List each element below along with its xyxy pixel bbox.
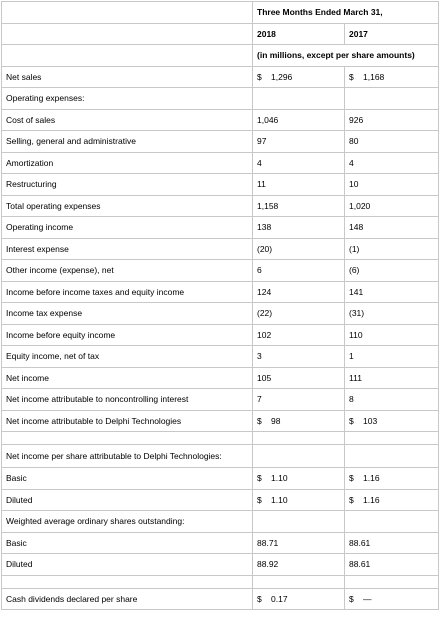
row-label: Net income attributable to noncontrolling interest — [2, 389, 253, 411]
value-2017: (1) — [349, 243, 360, 254]
income-statement-body — [2, 2, 439, 610]
value-2017-cell — [345, 511, 439, 533]
spacer-cell — [345, 432, 439, 445]
header-row-units — [2, 45, 439, 67]
value-2018-cell — [253, 217, 345, 239]
value-2017: 1.16 — [363, 494, 380, 505]
value-2018: 11 — [257, 179, 266, 190]
value-2018: 138 — [257, 222, 272, 233]
header-blank-cell — [2, 45, 253, 67]
value-2017: 1,020 — [349, 200, 371, 211]
currency-symbol: $ — [349, 415, 354, 426]
table-row — [2, 131, 439, 153]
value-2017-cell — [345, 389, 439, 411]
value-2018-cell — [253, 88, 345, 110]
value-2018-cell — [253, 195, 345, 217]
value-2017: 1,168 — [363, 71, 385, 82]
value-2018-cell — [253, 511, 345, 533]
value-2017: 111 — [349, 372, 362, 383]
value-2018: 6 — [257, 265, 262, 276]
table-row — [2, 109, 439, 131]
spacer-row — [2, 432, 439, 445]
row-label: Selling, general and administrative — [2, 131, 253, 153]
value-2017: 88.61 — [349, 559, 371, 570]
value-2017-cell — [345, 324, 439, 346]
value-2017-cell — [345, 131, 439, 153]
row-label: Cash dividends declared per share — [2, 588, 253, 610]
value-2017-cell — [345, 346, 439, 368]
table-row — [2, 468, 439, 490]
value-2018-cell — [253, 174, 345, 196]
value-2018-cell — [253, 260, 345, 282]
row-label: Other income (expense), net — [2, 260, 253, 282]
value-2018-cell — [253, 367, 345, 389]
currency-symbol: $ — [257, 473, 262, 484]
currency-symbol: $ — [257, 593, 262, 604]
value-2018: 4 — [257, 157, 262, 168]
value-2017-cell — [345, 445, 439, 468]
value-2017-cell — [345, 410, 439, 432]
table-row — [2, 445, 439, 468]
row-label: Restructuring — [2, 174, 253, 196]
table-row — [2, 66, 439, 88]
row-label: Cost of sales — [2, 109, 253, 131]
row-label: Basic — [2, 532, 253, 554]
value-2017: 80 — [349, 136, 359, 147]
spacer-cell — [253, 575, 345, 588]
value-2018: (20) — [257, 243, 273, 254]
value-2017: (31) — [349, 308, 365, 319]
value-2018: 88.92 — [257, 559, 279, 570]
value-2018-cell — [253, 468, 345, 490]
table-row — [2, 303, 439, 325]
value-2017: 141 — [349, 286, 364, 297]
value-2018: 1.10 — [271, 494, 288, 505]
value-2017-cell — [345, 260, 439, 282]
table-row — [2, 554, 439, 576]
table-row — [2, 174, 439, 196]
value-2018: 98 — [271, 415, 281, 426]
row-label: Diluted — [2, 554, 253, 576]
spacer-cell — [253, 432, 345, 445]
currency-symbol: $ — [349, 494, 354, 505]
value-2018-cell — [253, 324, 345, 346]
value-2018: 1.10 — [271, 473, 288, 484]
row-label: Net income per share attributable to Delphi Technologies: — [2, 445, 253, 468]
value-2018-cell — [253, 152, 345, 174]
value-2018: 1,046 — [257, 114, 279, 125]
row-label: Income before income taxes and equity income — [2, 281, 253, 303]
table-row — [2, 152, 439, 174]
row-label: Income before equity income — [2, 324, 253, 346]
row-label: Weighted average ordinary shares outstanding: — [2, 511, 253, 533]
value-2017: 926 — [349, 114, 364, 125]
row-label: Interest expense — [2, 238, 253, 260]
value-2017-cell — [345, 66, 439, 88]
value-2017-cell — [345, 195, 439, 217]
value-2018-cell — [253, 389, 345, 411]
value-2018-cell — [253, 489, 345, 511]
table-row — [2, 217, 439, 239]
value-2018: 1,158 — [257, 200, 279, 211]
value-2018: 124 — [257, 286, 272, 297]
value-2017-cell — [345, 238, 439, 260]
period-header: Three Months Ended March 31, — [253, 2, 439, 24]
value-2018-cell — [253, 281, 345, 303]
table-row — [2, 195, 439, 217]
table-row — [2, 88, 439, 110]
value-2017-cell — [345, 532, 439, 554]
row-label: Operating expenses: — [2, 88, 253, 110]
row-label: Amortization — [2, 152, 253, 174]
value-2018: 105 — [257, 372, 272, 383]
table-row — [2, 367, 439, 389]
table-row — [2, 511, 439, 533]
value-2017-cell — [345, 217, 439, 239]
value-2017: (6) — [349, 265, 360, 276]
value-2018: 1,296 — [271, 71, 293, 82]
value-2018-cell — [253, 588, 345, 610]
header-row-years — [2, 23, 439, 45]
value-2018: 3 — [257, 351, 262, 362]
value-2017-cell — [345, 588, 439, 610]
value-2018: 0.17 — [271, 593, 288, 604]
value-2017: 1.16 — [363, 473, 380, 484]
row-label: Basic — [2, 468, 253, 490]
currency-symbol: $ — [257, 415, 262, 426]
row-label: Net income attributable to Delphi Technologies — [2, 410, 253, 432]
row-label: Net sales — [2, 66, 253, 88]
value-2017-cell — [345, 88, 439, 110]
table-row — [2, 281, 439, 303]
row-label: Total operating expenses — [2, 195, 253, 217]
value-2018: 102 — [257, 329, 272, 340]
value-2017: — — [363, 593, 372, 604]
value-2017: 8 — [349, 394, 354, 405]
currency-symbol: $ — [349, 71, 354, 82]
value-2018: (22) — [257, 308, 273, 319]
table-row — [2, 489, 439, 511]
table-row — [2, 238, 439, 260]
table-row — [2, 532, 439, 554]
value-2018-cell — [253, 445, 345, 468]
table-row — [2, 410, 439, 432]
value-2017-cell — [345, 489, 439, 511]
value-2017-cell — [345, 281, 439, 303]
value-2018-cell — [253, 410, 345, 432]
value-2017-cell — [345, 303, 439, 325]
table-row — [2, 588, 439, 610]
spacer-cell — [2, 575, 253, 588]
value-2018-cell — [253, 532, 345, 554]
value-2018-cell — [253, 109, 345, 131]
value-2018-cell — [253, 238, 345, 260]
row-label: Equity income, net of tax — [2, 346, 253, 368]
header-row-period — [2, 2, 439, 24]
currency-symbol: $ — [257, 71, 262, 82]
row-label: Net income — [2, 367, 253, 389]
table-row — [2, 346, 439, 368]
value-2017: 1 — [349, 351, 354, 362]
spacer-cell — [2, 432, 253, 445]
table-row — [2, 324, 439, 346]
year-2017-header: 2017 — [345, 23, 439, 45]
units-header: (in millions, except per share amounts) — [253, 45, 439, 67]
currency-symbol: $ — [349, 593, 354, 604]
value-2017: 4 — [349, 157, 354, 168]
row-label: Diluted — [2, 489, 253, 511]
value-2018-cell — [253, 66, 345, 88]
value-2018: 88.71 — [257, 537, 279, 548]
income-statement-table — [1, 1, 439, 610]
value-2018-cell — [253, 554, 345, 576]
value-2017: 10 — [349, 179, 359, 190]
table-row — [2, 260, 439, 282]
value-2018: 7 — [257, 394, 262, 405]
header-blank-cell — [2, 2, 253, 24]
currency-symbol: $ — [349, 473, 354, 484]
value-2017-cell — [345, 367, 439, 389]
value-2017: 110 — [349, 329, 363, 340]
value-2017-cell — [345, 152, 439, 174]
header-blank-cell — [2, 23, 253, 45]
year-2018-header: 2018 — [253, 23, 345, 45]
currency-symbol: $ — [257, 494, 262, 505]
value-2018: 97 — [257, 136, 267, 147]
value-2017-cell — [345, 468, 439, 490]
table-row — [2, 389, 439, 411]
value-2017: 148 — [349, 222, 364, 233]
spacer-row — [2, 575, 439, 588]
value-2017-cell — [345, 174, 439, 196]
value-2017-cell — [345, 554, 439, 576]
row-label: Income tax expense — [2, 303, 253, 325]
value-2017: 103 — [363, 415, 378, 426]
value-2018-cell — [253, 303, 345, 325]
value-2017-cell — [345, 109, 439, 131]
spacer-cell — [345, 575, 439, 588]
row-label: Operating income — [2, 217, 253, 239]
value-2018-cell — [253, 131, 345, 153]
value-2018-cell — [253, 346, 345, 368]
value-2017: 88.61 — [349, 537, 371, 548]
